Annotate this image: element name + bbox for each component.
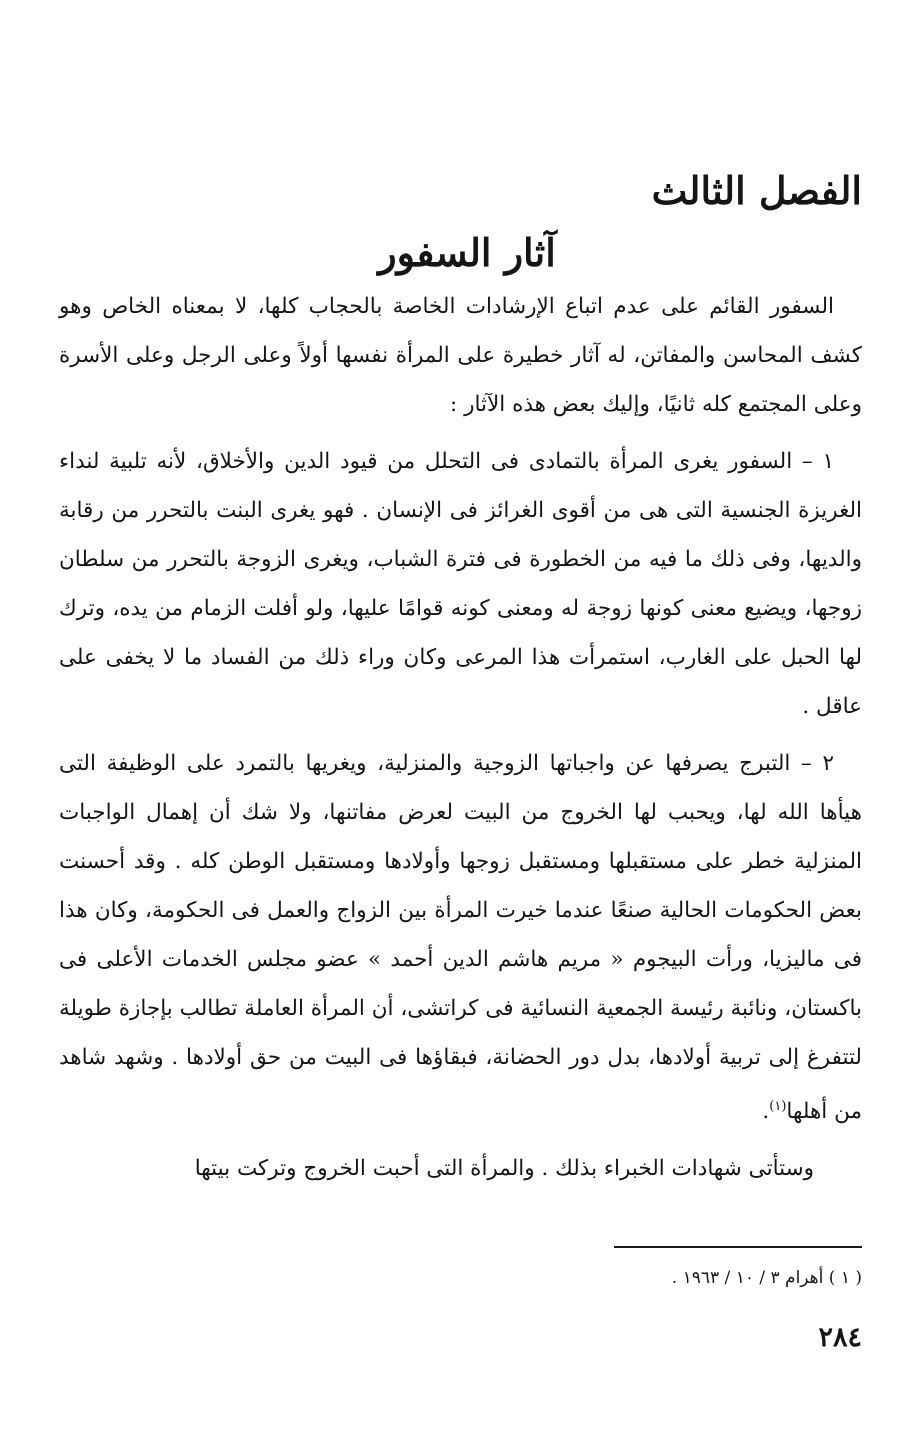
paragraph-intro: السفور القائم على عدم اتباع الإرشادات الخاصة بالحجاب كلها، لا بمعناه الخاص وهو كشف المحاسن والمفاتن، له آثار خطيرة على المرأة نفسها أولاً وعلى الرجل وعلى الأسرة وعلى المجتمع كله ثانيًا، وإليك بعض هذه الآثار : <box>59 294 862 417</box>
paragraph-point-1: ١ – السفور يغرى المرأة بالتمادى فى التحلل من قيود الدين والأخلاق، لأنه تلبية لنداء الغريزة الجنسية التى هى من أقوى الغرائز فى الإنسان . فهو يغرى البنت بالتحرر من رقابة والديها، وفى ذلك ما فيه من الخطورة فى فترة الشباب، ويغرى الزوجة بالتحرر من سلطان زوجها، ويضيع معنى كونها زوجة له ومعنى كونه قوامًا عليها، ولو أفلت الزمام من يده، وترك لها الحبل على الغارب، استمرأت هذا المرعى وكان وراء ذلك من الفساد ما لا يخفى على عاقل . <box>59 449 862 719</box>
footnote-divider <box>614 1246 862 1248</box>
section-title: آثار السفور <box>378 230 556 275</box>
paragraph-point-2-end: . <box>762 1099 770 1125</box>
paragraph-point-2-text: ٢ – التبرج يصرفها عن واجباتها الزوجية والمنزلية، ويغريها بالتمرد على الوظيفة التى هيأها الله لها، ويحبب لها الخروج من البيت لعرض مفاتنها، ولا شك أن إهمال الواجبات المنزلية خطر على مستقبلها ومستقبل زوجها وأولادها ومستقبل الوطن كله . وقد أحسنت بعض الحكومات الحالية صنعًا عندما خيرت المرأة بين الزواج والعمل فى الحكومة، وكان هذا فى ماليزيا، ورأت البيجوم « مريم هاشم الدين أحمد » عضو مجلس الخدمات الأعلى فى باكستان، ونائبة رئيسة الجمعية النسائية فى كراتشى، أن المرأة العاملة تطالب بإجازة طويلة لتتفرغ إلى تربية أولادها، بدل دور الحضانة، فبقاؤها فى البيت من حق أولادها . وشهد شاهد من أهلها <box>59 751 862 1125</box>
body-text <box>59 282 862 1193</box>
paragraph-point-2 <box>59 739 862 1136</box>
chapter-title: الفصل الثالث <box>651 168 862 213</box>
page-number: ٢٨٤ <box>818 1322 862 1353</box>
footnote-reference: (١) <box>769 1099 787 1114</box>
paragraph-continuation: وستأتى شهادات الخبراء بذلك . والمرأة التى أحبت الخروج وتركت بيتها <box>194 1156 814 1182</box>
footnote: ( ١ ) أهرام ٣ / ١٠ / ١٩٦٣ . <box>671 1268 862 1288</box>
